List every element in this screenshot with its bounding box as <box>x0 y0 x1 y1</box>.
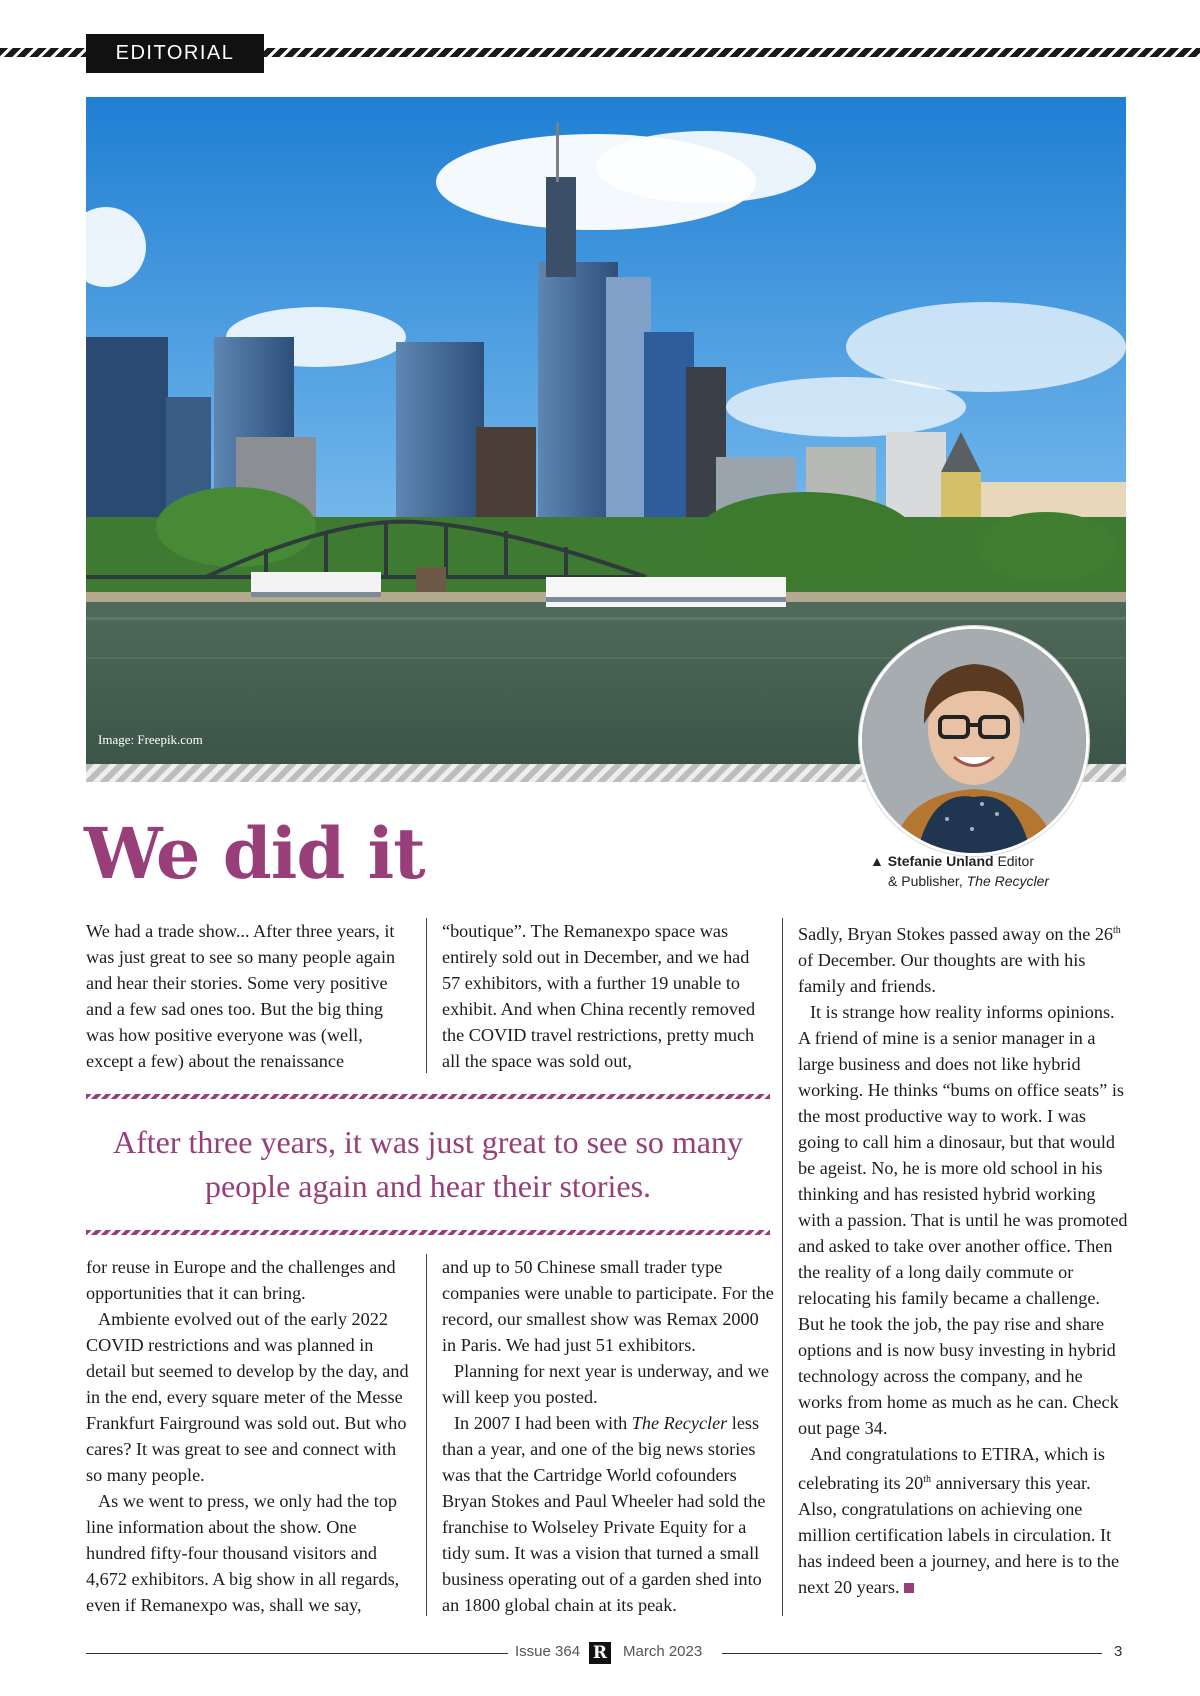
publication-logo: R <box>589 1642 611 1664</box>
column-2-top <box>442 918 772 1074</box>
paragraph: Planning for next year is underway, and we will keep you posted. <box>442 1361 769 1407</box>
paragraph <box>798 1441 1128 1600</box>
caption-publication: The Recycler <box>966 873 1050 889</box>
column-divider <box>426 1254 427 1616</box>
author-portrait <box>859 626 1089 856</box>
pullquote-rule-bottom <box>86 1230 770 1235</box>
pull-quote: After three years, it was just great to see so many people again and hear their stories. <box>112 1124 743 1204</box>
publication-name: The Recycler <box>631 1413 728 1433</box>
text-run: anniversary this year. Also, congratulations on achieving one million certification labels in circulation. It has indeed been a journey, and here is to the next 20 years. <box>798 1473 1120 1598</box>
caption-role: Editor <box>997 853 1035 869</box>
text-run: Sadly, Bryan Stokes passed away on the 26 <box>798 924 1114 945</box>
paragraph: “boutique”. The Remanexpo space was entirely sold out in December, and we had 57 exhibitors, with a further 19 unable to exhibit. And when China recently removed the COVID travel restrictions, pretty much all the space was sold out, <box>442 921 756 1071</box>
caption-name: Stefanie Unland <box>887 853 994 869</box>
portrait-illustration <box>862 629 1086 853</box>
footer-date: March 2023 <box>623 1643 703 1660</box>
paragraph <box>798 918 1128 999</box>
pullquote-rule-top <box>86 1094 770 1099</box>
section-label: EDITORIAL <box>86 34 264 73</box>
footer-rule-right <box>722 1653 1102 1654</box>
text-run: In 2007 I had been with <box>454 1413 632 1433</box>
ordinal-suffix: th <box>1113 925 1121 936</box>
paragraph: We had a trade show... After three years, it was just great to see so many people again and hear their stories. Some very positive and a few sad ones too. But the big thing was how positive everyone was (well, except a few) about the renaissance <box>86 921 396 1071</box>
portrait-caption <box>870 851 1110 891</box>
caption-role-line2: & Publisher, <box>888 873 963 889</box>
text-run: And congratulations to ETIRA, which is celebrating its 20 <box>798 1444 1105 1494</box>
article-headline: We did it <box>84 812 425 895</box>
column-2-bottom <box>442 1254 774 1618</box>
paragraph: It is strange how reality informs opinions. A friend of mine is a senior manager in a large business and does not like hybrid working. He thinks “bums on office seats” is the most productive way to work. I was going to call him a dinosaur, but that would be ageist. No, he is more old school in his thinking and has resisted hybrid working with a passion. That is until he was promoted and asked to take over another office. Then the reality of a long daily commute or relocating his family became a challenge. But he took the job, the pay rise and share options and is now busy investing in hybrid technology across the company, and he works from home as much as he can. Check out page 34. <box>798 1002 1128 1439</box>
image-credit: Image: Freepik.com <box>98 732 203 747</box>
ordinal-suffix: th <box>923 1474 932 1486</box>
paragraph: Ambiente evolved out of the early 2022 COVID restrictions and was planned in detail but seemed to develop by the day, and in the end, every square meter of the Messe Frankfurt Fairground was sold out. But who cares? It was great to see and connect with so many people. <box>86 1309 409 1485</box>
paragraph: for reuse in Europe and the challenges and opportunities that it can bring. <box>86 1257 396 1303</box>
column-1-top <box>86 918 408 1074</box>
column-divider <box>782 918 783 1616</box>
end-of-article-mark <box>904 1583 914 1593</box>
footer-issue: Issue 364 <box>515 1643 581 1660</box>
column-divider <box>426 918 427 1073</box>
column-3 <box>798 918 1128 1600</box>
column-1-bottom <box>86 1254 416 1618</box>
text-run: less than a year, and one of the big news stories was that the Cartridge World cofounders Bryan Stokes and Paul Wheeler had sold the franchise to Wolseley Private Equity for a tidy sum. It was a vision that turned a small business operating out of a garden shed into an 1800 global chain at its peak. <box>442 1413 766 1615</box>
paragraph <box>442 1410 774 1618</box>
text-run: of December. Our thoughts are with his family and friends. <box>798 950 1086 997</box>
caption-marker: ▲ <box>870 853 884 869</box>
paragraph: and up to 50 Chinese small trader type companies were unable to participate. For the record, our smallest show was Remax 2000 in Paris. We had just 51 exhibitors. <box>442 1257 774 1355</box>
page-number: 3 <box>1114 1643 1123 1660</box>
paragraph: As we went to press, we only had the top line information about the show. One hundred fifty-four thousand visitors and 4,672 exhibitors. A big show in all regards, even if Remanexpo was, shall we say, <box>86 1491 400 1615</box>
footer-rule-left <box>86 1653 508 1654</box>
